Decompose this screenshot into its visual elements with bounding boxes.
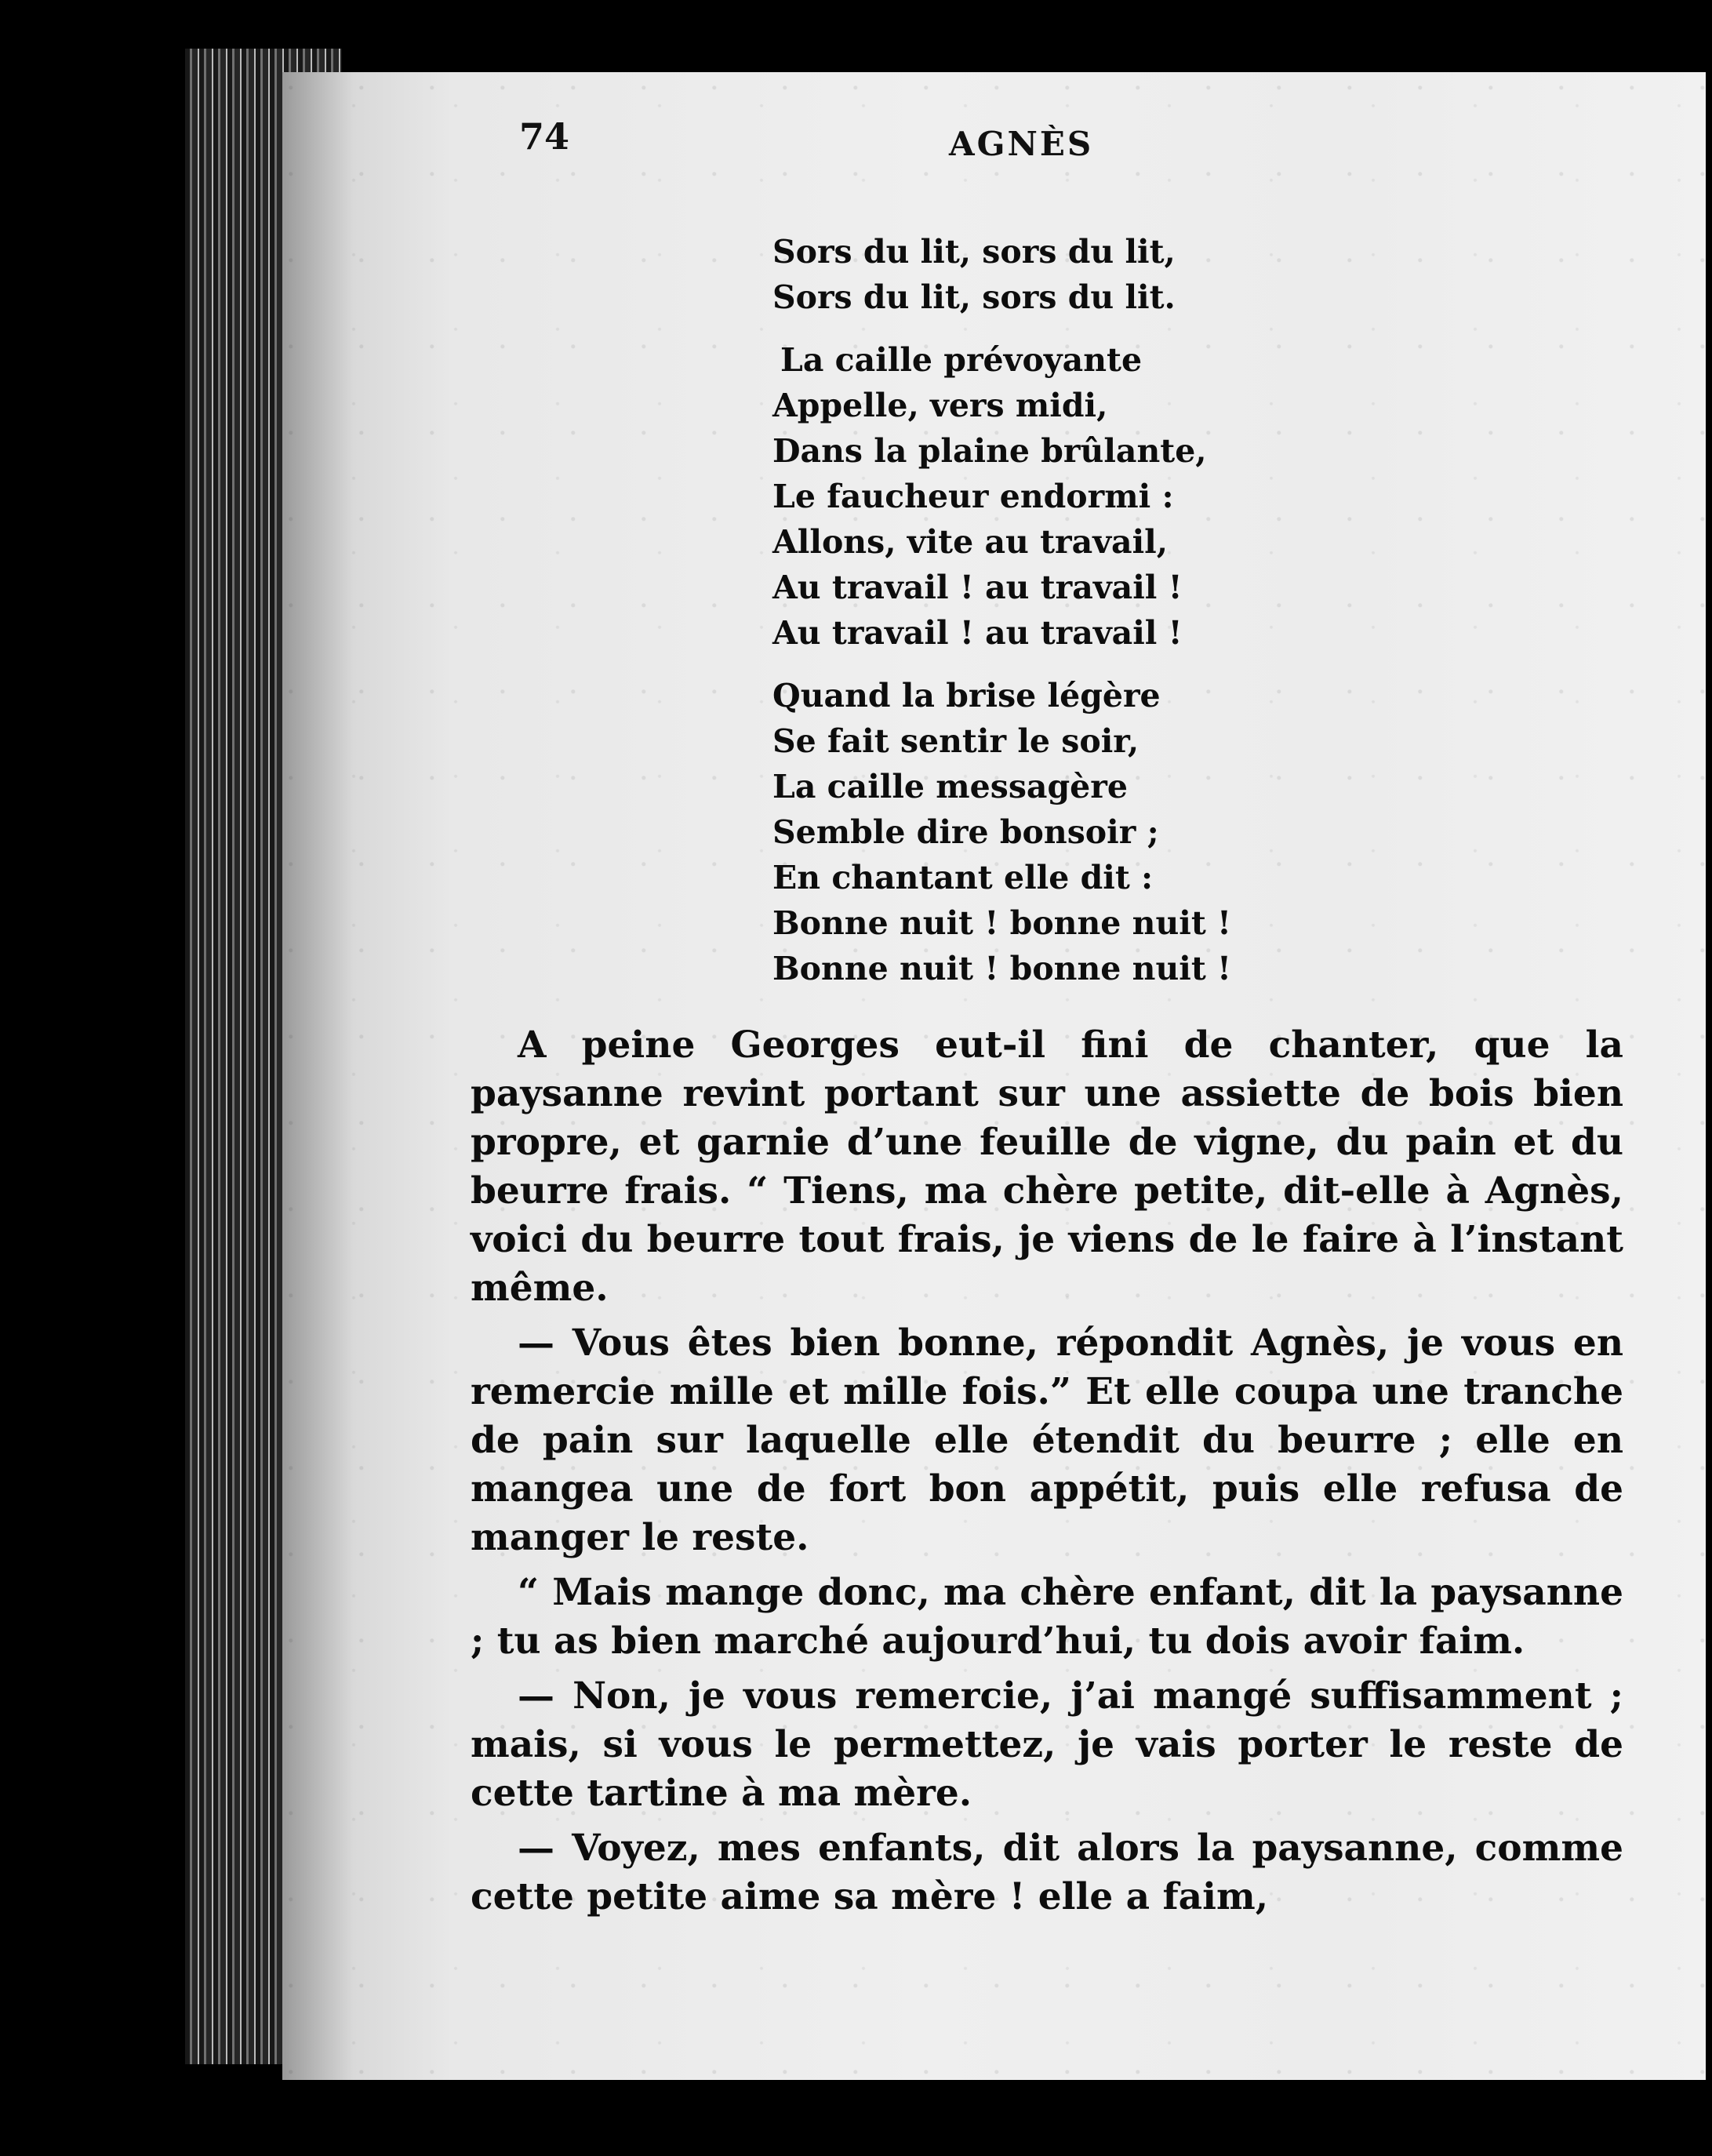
body-text (471, 1021, 1623, 1928)
verse-line: Bonne nuit ! bonne nuit ! (772, 950, 1232, 987)
verse-line: Allons, vite au travail, (772, 523, 1169, 561)
page-number: 74 (519, 115, 570, 158)
paragraph: A peine Georges eut-il fini de chanter, que la paysanne revint portant sur une assiette de bois bien propre, et garnie d’une feuille de vigne, du pain et du beurre frais. “ Tiens, ma chère petite, dit-elle à Agnès, voici du beurre tout frais, je viens de le faire à l’instant même. (471, 1023, 1623, 1310)
stanza (772, 229, 1478, 320)
stanza (772, 337, 1478, 656)
running-title: AGNÈS (949, 125, 1094, 163)
verse-line: Se fait sentir le soir, (772, 722, 1140, 760)
paragraph: — Voyez, mes enfants, dit alors la paysanne, comme cette petite aime sa mère ! elle a faim, (471, 1827, 1623, 1918)
verse-line: Dans la plaine brûlante, (772, 432, 1207, 470)
verse-line: Bonne nuit ! bonne nuit ! (772, 904, 1232, 942)
verse-line: La caille messagère (772, 768, 1128, 805)
verse-line: Appelle, vers midi, (772, 387, 1108, 424)
verse-line: Au travail ! au travail ! (772, 569, 1183, 606)
stanza (772, 673, 1478, 991)
paragraph: — Non, je vous remercie, j’ai mangé suffisamment ; mais, si vous le permettez, je vais porter le reste de cette tartine à ma mère. (471, 1674, 1623, 1815)
paragraph: — Vous êtes bien bonne, répondit Agnès, je vous en remercie mille et mille fois.” Et elle coupa une tranche de pain sur laquelle elle étendit du beurre ; elle en mangea une de fort bon appétit, puis elle refusa de manger le reste. (471, 1322, 1623, 1559)
verse-line: Quand la brise légère (772, 677, 1161, 714)
verse-line: Sors du lit, sors du lit. (772, 278, 1176, 316)
verse-line: En chantant elle dit : (772, 859, 1154, 896)
paragraph: “ Mais mange donc, ma chère enfant, dit la paysanne ; tu as bien marché aujourd’hui, tu dois avoir faim. (471, 1571, 1623, 1663)
book-page (282, 72, 1706, 2080)
verse-line: La caille prévoyante (780, 341, 1143, 379)
song-verses (772, 229, 1478, 1009)
verse-line: Semble dire bonsoir ; (772, 813, 1159, 851)
page-header (282, 115, 1706, 178)
verse-line: Au travail ! au travail ! (772, 614, 1183, 652)
verse-line: Le faucheur endormi : (772, 478, 1174, 515)
verse-line: Sors du lit, sors du lit, (772, 233, 1176, 271)
